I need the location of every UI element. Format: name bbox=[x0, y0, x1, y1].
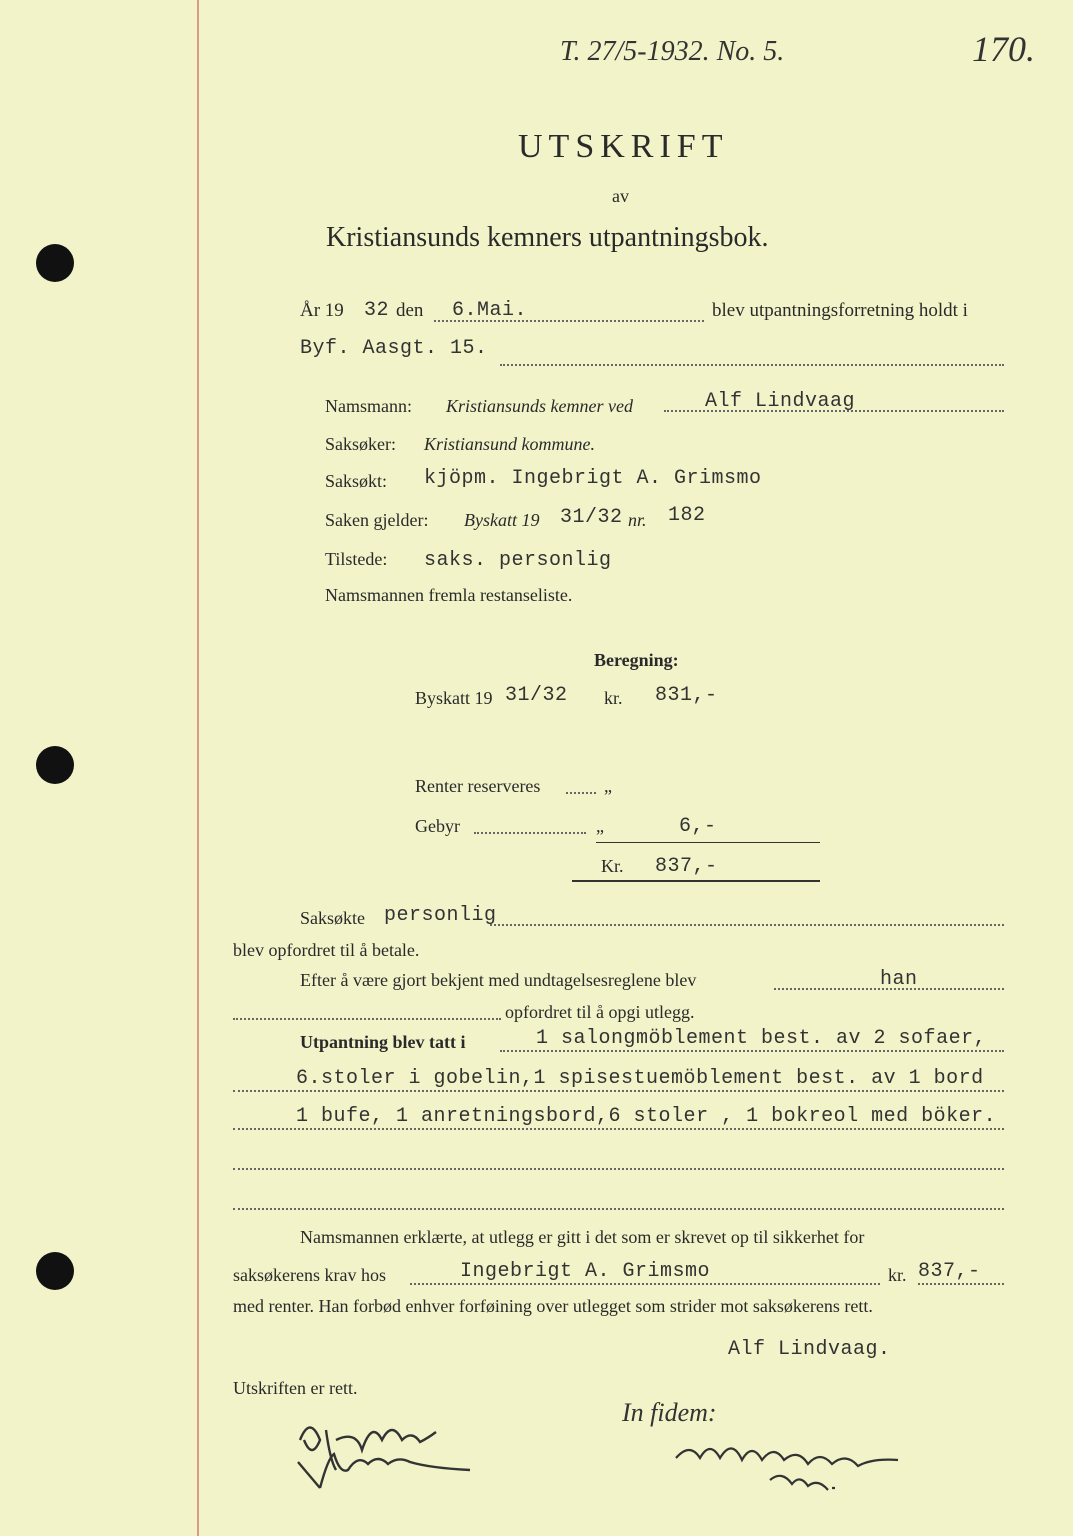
total-amount: 837,- bbox=[655, 855, 718, 878]
dotted-line bbox=[233, 1128, 1004, 1130]
dotted-line bbox=[474, 832, 586, 834]
dotted-line bbox=[500, 364, 1004, 366]
opfordret-text: blev opfordret til å betale. bbox=[233, 940, 420, 960]
item-line-3: 1 bufe, 1 anretningsbord,6 stoler , 1 bokreol med böker. bbox=[296, 1105, 997, 1128]
krav-kr: kr. bbox=[888, 1265, 907, 1285]
item-line-1: 1 salongmöblement best. av 2 sofaer, bbox=[536, 1027, 987, 1050]
gebyr-mark: „ bbox=[596, 816, 604, 836]
krav-name: Ingebrigt A. Grimsmo bbox=[460, 1260, 711, 1283]
den-label: den bbox=[396, 300, 424, 321]
saksokt-label: Saksøkt: bbox=[325, 471, 388, 491]
total-rule bbox=[572, 880, 820, 882]
dotted-line bbox=[918, 1283, 1004, 1285]
erklaerte-text: Namsmannen erklærte, at utlegg er gitt i det som er skrevet op til sikkerhet for bbox=[300, 1227, 865, 1247]
handwritten-signature-right bbox=[670, 1430, 900, 1500]
dotted-line bbox=[410, 1283, 880, 1285]
byskatt-label: Byskatt 19 bbox=[415, 688, 493, 708]
dotted-line bbox=[490, 924, 1004, 926]
efter-value: han bbox=[880, 968, 918, 991]
punch-hole bbox=[36, 244, 74, 282]
page-number: 170. bbox=[972, 29, 1035, 69]
efter-text: Efter å være gjort bekjent med undtagelsesreglene blev bbox=[300, 970, 697, 990]
dotted-line bbox=[233, 1090, 1004, 1092]
saken-label: Saken gjelder: bbox=[325, 510, 429, 530]
saken-year: 31/32 bbox=[560, 506, 623, 529]
namsmann-printed: Kristiansunds kemner ved bbox=[446, 396, 633, 416]
typed-signature: Alf Lindvaag. bbox=[728, 1338, 891, 1361]
title-connector: av bbox=[612, 186, 629, 206]
date-value: 6.Mai. bbox=[452, 299, 528, 322]
saken-nr: 182 bbox=[668, 504, 706, 527]
total-label: Kr. bbox=[601, 856, 624, 876]
sum-rule bbox=[596, 842, 820, 843]
saken-nr-label: nr. bbox=[628, 510, 647, 530]
dotted-line bbox=[233, 1168, 1004, 1170]
dotted-line bbox=[500, 1050, 1004, 1052]
utskriften-text: Utskriften er rett. bbox=[233, 1378, 358, 1398]
document-title: UTSKRIFT bbox=[518, 128, 729, 165]
dotted-line bbox=[233, 1018, 501, 1020]
saksoker-value: Kristiansund kommune. bbox=[424, 434, 595, 454]
beregning-heading: Beregning: bbox=[594, 650, 679, 670]
byskatt-kr: kr. bbox=[604, 688, 623, 708]
utpantning-label: Utpantning blev tatt i bbox=[300, 1032, 466, 1052]
krav-label: saksøkerens krav hos bbox=[233, 1265, 386, 1285]
year-value: 32 bbox=[364, 299, 390, 322]
handwritten-in-fidem: In fidem: bbox=[622, 1398, 717, 1427]
saksokte-value: personlig bbox=[384, 904, 497, 927]
saken-printed: Byskatt 19 bbox=[464, 510, 540, 530]
byskatt-amount: 831,- bbox=[655, 684, 718, 707]
dotted-line bbox=[233, 1208, 1004, 1210]
tilstede-label: Tilstede: bbox=[325, 549, 388, 569]
punch-hole bbox=[36, 746, 74, 784]
renter-mark: „ bbox=[604, 776, 612, 796]
item-line-2: 6.stoler i gobelin,1 spisestuemöblement best. av 1 bord bbox=[296, 1067, 984, 1090]
gebyr-amount: 6,- bbox=[679, 815, 717, 838]
margin-line bbox=[197, 0, 199, 1536]
renter-label: Renter reserveres bbox=[415, 776, 541, 796]
gebyr-label: Gebyr bbox=[415, 816, 460, 836]
saksokt-value: kjöpm. Ingebrigt A. Grimsmo bbox=[424, 467, 762, 490]
handwritten-stamp: T. 27/5-1932. No. 5. bbox=[560, 36, 785, 67]
document-subtitle: Kristiansunds kemners utpantningsbok. bbox=[326, 222, 769, 253]
place-value: Byf. Aasgt. 15. bbox=[300, 337, 488, 360]
year-prefix: År 19 bbox=[300, 300, 344, 321]
intro-suffix: blev utpantningsforretning holdt i bbox=[712, 300, 968, 321]
tilstede-value: saks. personlig bbox=[424, 549, 612, 572]
dotted-line bbox=[566, 792, 596, 794]
saksoker-label: Saksøker: bbox=[325, 434, 396, 454]
renter-text: med renter. Han forbød enhver forføining over utlegget som strider mot saksøkerens rett. bbox=[233, 1296, 873, 1316]
fremla-text: Namsmannen fremla restanseliste. bbox=[325, 585, 573, 605]
punch-hole bbox=[36, 1252, 74, 1290]
namsmann-value: Alf Lindvaag bbox=[705, 390, 856, 413]
krav-amount: 837,- bbox=[918, 1260, 981, 1283]
opgi-text: opfordret til å opgi utlegg. bbox=[505, 1002, 695, 1022]
namsmann-label: Namsmann: bbox=[325, 396, 412, 416]
byskatt-year: 31/32 bbox=[505, 684, 568, 707]
saksokte-label: Saksøkte bbox=[300, 908, 365, 928]
handwritten-signature-left bbox=[290, 1400, 510, 1500]
